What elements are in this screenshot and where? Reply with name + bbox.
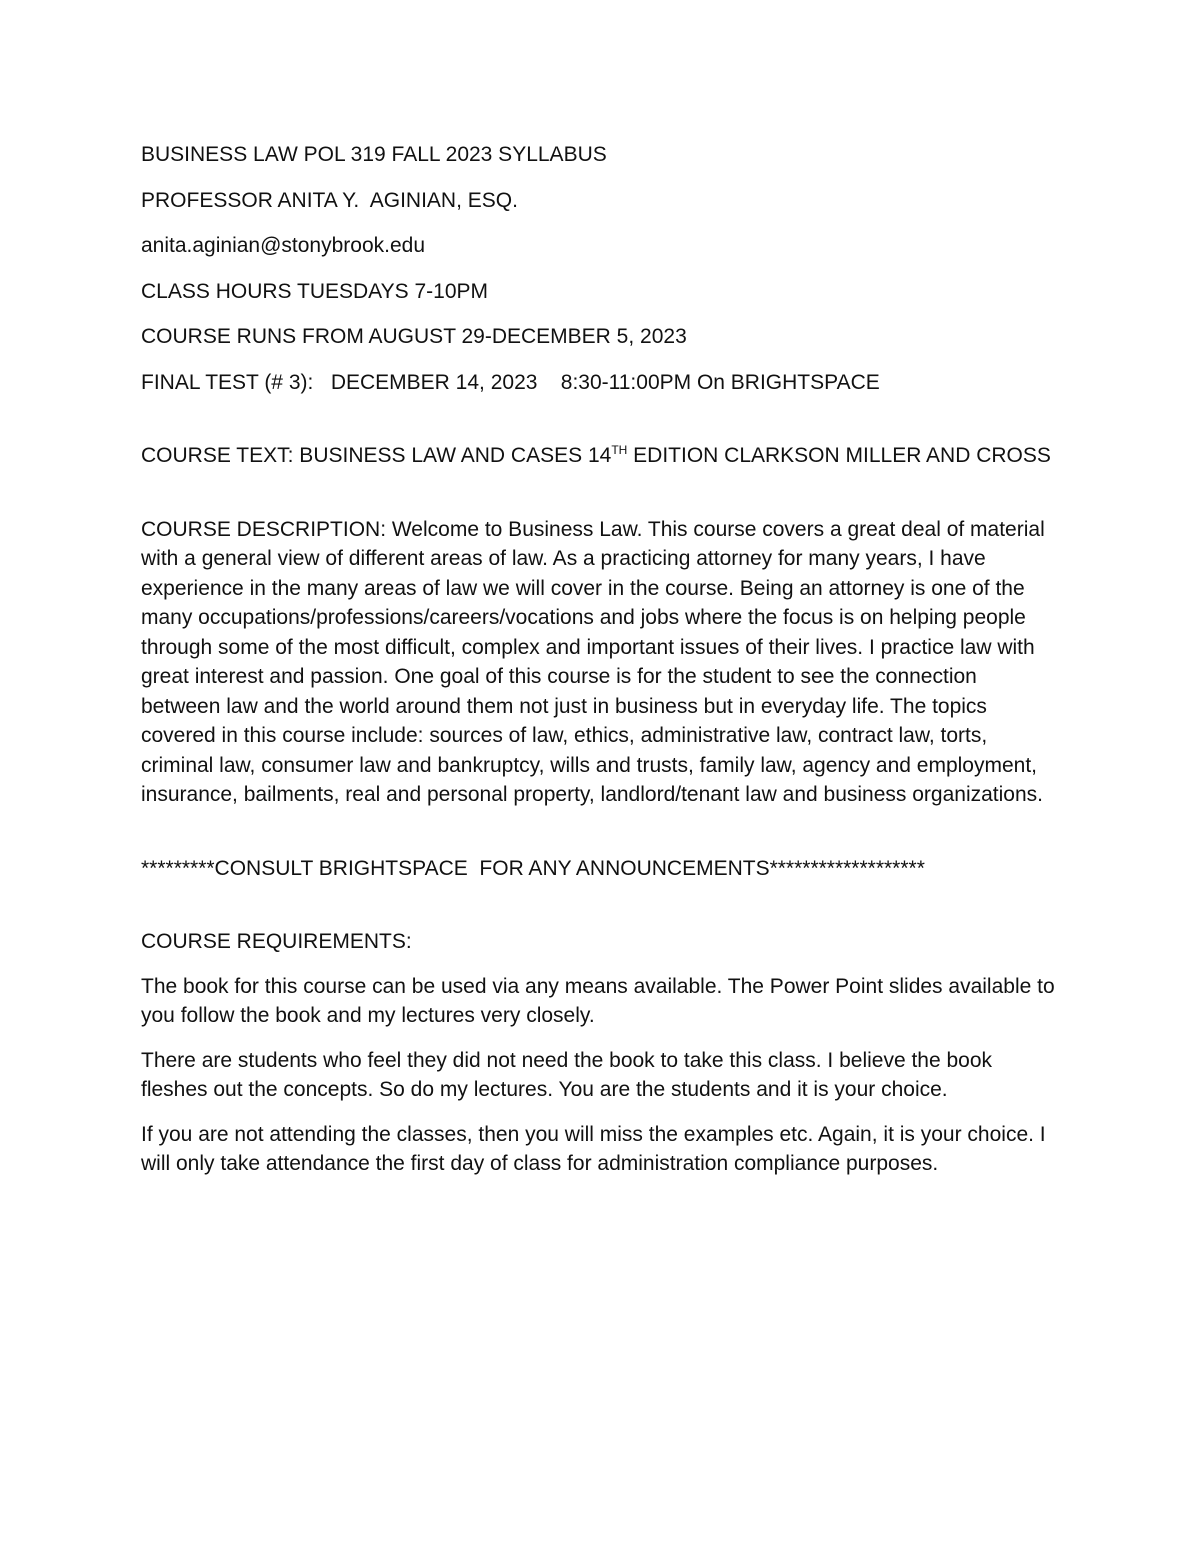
requirements-heading: COURSE REQUIREMENTS:	[141, 930, 412, 953]
course-description: COURSE DESCRIPTION: Welcome to Business Law. This course covers a great deal of material with a general view of different areas of law. As a practicing attorney for many years, I have experience in the many areas of law we will cover in the course. Being an attorney is one of the many occupations/professions/careers/vocations and jobs where the focus is on helping people through some of the most difficult, complex and important issues of their lives. I practice law with great interest and passion. One goal of this course is for the student to see the connection between law and the world around them not just in business but in everyday life. The topics covered in this course include: sources of law, ethics, administrative law, contract law, torts, criminal law, consumer law and bankruptcy, wills and trusts, family law, agency and employment, insurance, bailments, real and personal property, landlord/tenant law and business organizations.	[141, 517, 1045, 806]
course-dates: COURSE RUNS FROM AUGUST 29-DECEMBER 5, 2023	[141, 325, 687, 348]
spacer	[141, 810, 1061, 854]
course-text-prefix: COURSE TEXT: BUSINESS LAW AND CASES 14	[141, 444, 612, 467]
requirements-paragraph-1: The book for this course can be used via any means available. The Power Point slides available to you follow the book and my lectures very closely.	[141, 974, 1055, 1027]
course-text-suffix: EDITION CLARKSON MILLER AND CROSS	[627, 444, 1051, 467]
spacer	[141, 957, 1061, 972]
professor-email: anita.aginian@stonybrook.edu	[141, 234, 426, 257]
final-test: FINAL TEST (# 3): DECEMBER 14, 2023 8:30-11:00PM On BRIGHTSPACE	[141, 370, 880, 394]
course-text-superscript: TH	[611, 443, 628, 457]
course-text	[141, 441, 1061, 471]
course-title: BUSINESS LAW POL 319 FALL 2023 SYLLABUS	[141, 143, 607, 166]
professor-name: PROFESSOR ANITA Y. AGINIAN, ESQ.	[141, 188, 518, 212]
spacer	[141, 397, 1061, 441]
requirements-paragraph-2: There are students who feel they did not need the book to take this class. I believe the book fleshes out the concepts. So do my lectures. You are the students and it is your choice.	[141, 1048, 993, 1101]
spacer	[141, 471, 1061, 515]
spacer	[141, 1105, 1061, 1120]
class-hours: CLASS HOURS TUESDAYS 7-10PM	[141, 279, 488, 303]
requirements-paragraph-3: If you are not attending the classes, then you will miss the examples etc. Again, it is your choice. I will only take attendance the first day of class for administration compliance purposes.	[141, 1122, 1046, 1175]
syllabus-content	[141, 140, 1061, 1179]
consult-notice: *********CONSULT BRIGHTSPACE FOR ANY ANNOUNCEMENTS*******************	[141, 856, 925, 880]
spacer	[141, 1031, 1061, 1046]
spacer	[141, 883, 1061, 927]
